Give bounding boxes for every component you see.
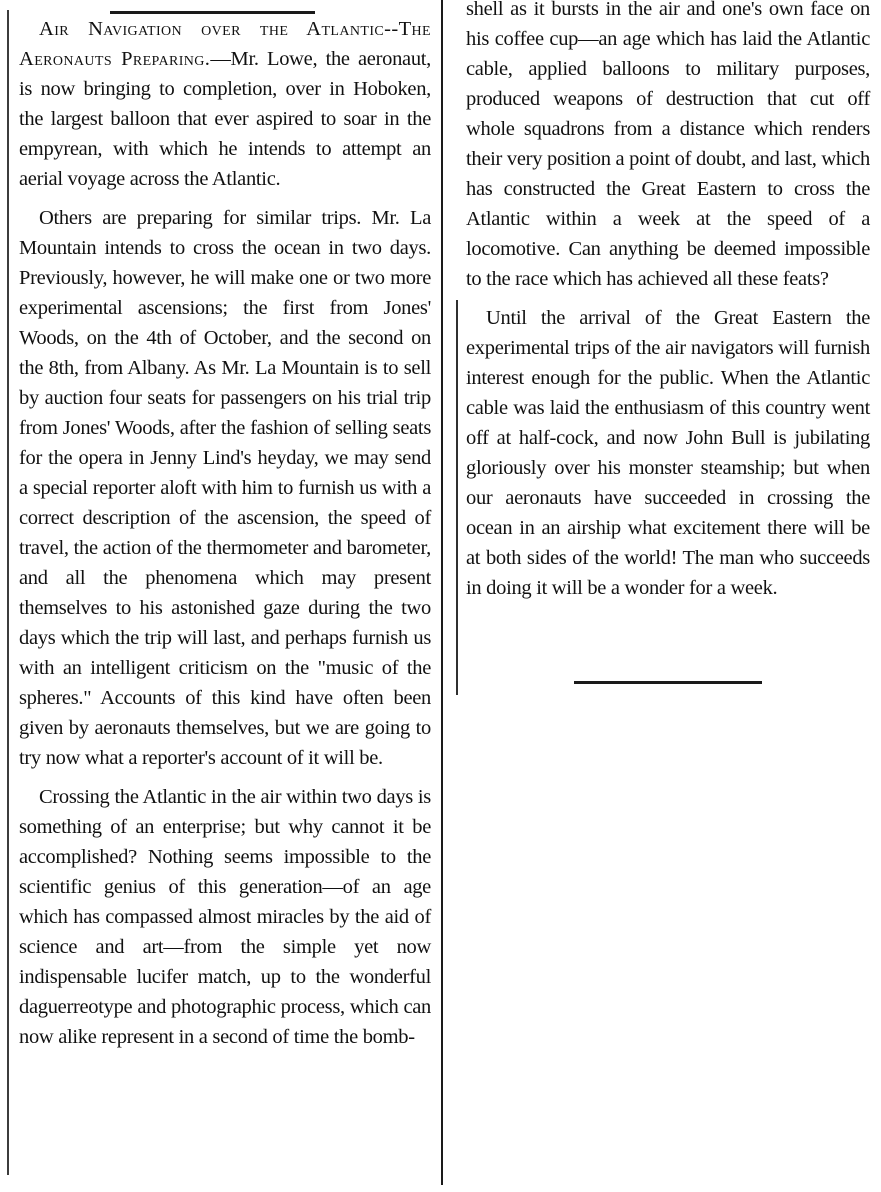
paragraph-4: Until the arrival of the Great Eastern the experimental trips of the air navigators will furnish interest enough for the public. When the Atlantic cable was laid the enthusiasm of this country went off at half-cock, and now John Bull is jubilating gloriously over his monster steamship; but when our aeronauts have succeeded in crossing the ocean in an airship what excitement there will be at both sides of the world! The man who succeeds in doing it will be a wonder for a week. (466, 307, 870, 599)
paragraph-2: Others are preparing for similar trips. Mr. La Mountain intends to cross the ocean in two days. Previously, however, he will make one or two more experimental ascensions; the first from Jones' Woods, on the 4th of October, and the second on the 8th, from Albany. As Mr. La Mountain is to sell by auction four seats for passengers on his trial trip from Jones' Woods, after the fashion of selling seats for the opera in Jenny Lind's heyday, we may send a special reporter aloft with him to furnish us with a correct description of the ascension, the speed of travel, the action of the thermometer and barometer, and all the phenomena which may present themselves to his astonished gaze during the two days which the trip will last, and perhaps furnish us with an intelligent criticism on the "music of the spheres." Accounts of this kind have often been given by aeronauts themselves, but we are going to try now what a reporter's account of it will be. (19, 207, 431, 769)
paragraph-3-continued: shell as it bursts in the air and one's own face on his coffee cup—an age which has laid the Atlantic cable, applied balloons to military purposes, produced weapons of destruction that cut off whole squadrons from a distance which renders their very position a point of doubt, and last, which has constructed the Great Eastern to cross the Atlantic within a week at the speed of a locomotive. Can anything be deemed impossible to the race which has achieved all these feats? (466, 0, 870, 290)
column-divider (441, 0, 443, 1185)
paragraph-1 (19, 14, 431, 194)
article-headline: Air Navigation over the Atlantic--The Aeronauts Preparing. (19, 18, 431, 70)
paragraph-1-text: —Mr. Lowe, the aeronaut, is now bringing to completion, over in Hoboken, the largest balloon that ever aspired to soar in the empyrean, with which he intends to attempt an aerial voyage across the Atlantic. (19, 48, 431, 190)
right-column (466, 0, 870, 612)
left-column (19, 14, 431, 1061)
left-border-line (7, 10, 9, 1175)
paragraph-3: Crossing the Atlantic in the air within two days is something of an enterprise; but why cannot it be accomplished? Nothing seems impossible to the scientific genius of this generation—of an age which has compassed almost miracles by the aid of science and art—from the simple yet now indispensable lucifer match, up to the wonderful daguerreotype and photographic process, which can now alike represent in a second of time the bomb- (19, 786, 431, 1048)
right-column-border (456, 300, 458, 695)
end-rule (574, 681, 762, 684)
